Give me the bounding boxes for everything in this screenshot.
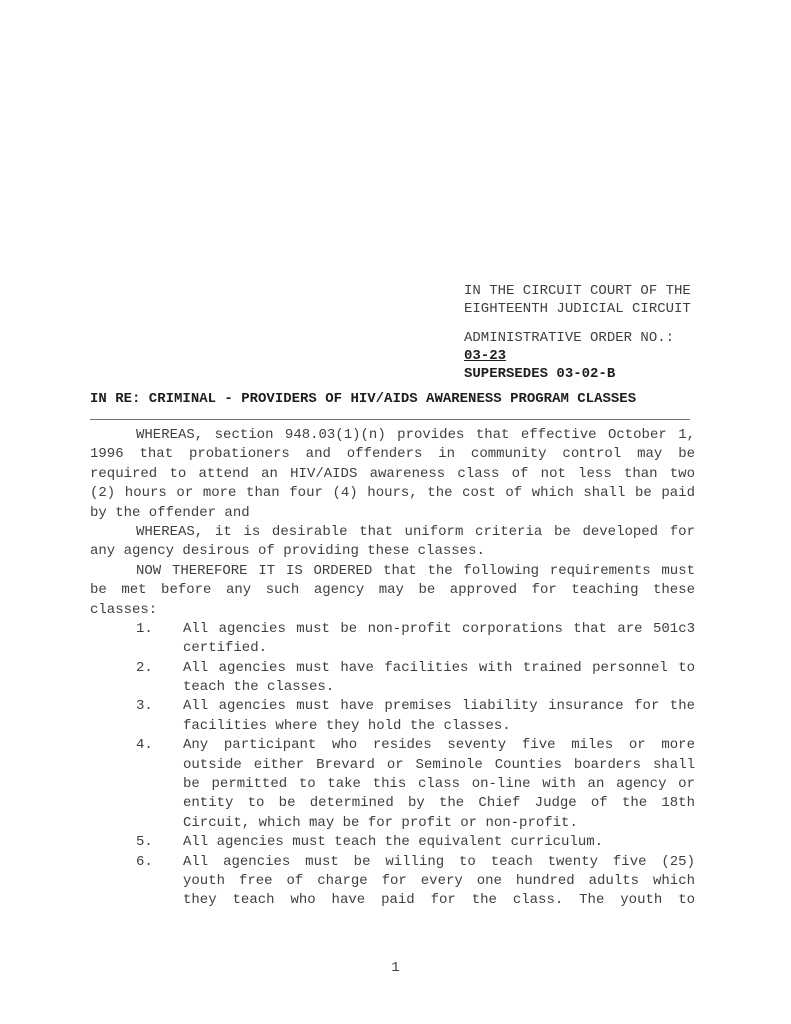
list-item-5 [90, 833, 695, 852]
list-item-number: 1. [136, 620, 153, 637]
paragraph-whereas-2 [90, 523, 695, 562]
list-item-line: youth free of charge for every one hundred adults which [183, 872, 695, 889]
list-item-3 [90, 697, 695, 736]
list-item-number: 6. [136, 853, 153, 870]
list-item-line: Any participant who resides seventy five miles or more [183, 737, 695, 754]
document-title: IN RE: CRIMINAL - PROVIDERS OF HIV/AIDS AWARENESS PROGRAM CLASSES [90, 391, 637, 407]
paragraph-line: (2) hours or more than four (4) hours, the cost of which shall be paid [90, 485, 695, 502]
order-number-label: ADMINISTRATIVE ORDER NO.: [464, 330, 675, 346]
list-item-number: 5. [136, 834, 153, 851]
paragraph-line: WHEREAS, section 948.03(1)(n) provides that effective October 1, [136, 427, 695, 443]
list-item-number: 4. [136, 737, 153, 754]
paragraph-line: 1996 that probationers and offenders in community control may be [90, 446, 695, 463]
list-item-line: All agencies must be willing to teach twenty five (25) [183, 853, 695, 870]
list-item-number: 2. [136, 659, 153, 676]
list-item-line: All agencies must have facilities with trained personnel to [183, 659, 695, 676]
court-header [464, 282, 691, 383]
list-item-4 [90, 736, 695, 833]
paragraph-line: required to attend an HIV/AIDS awareness class of not less than two [90, 465, 695, 482]
list-item-line: entity to be determined by the Chief Judge of the 18th [183, 795, 695, 812]
list-item-6 [90, 853, 695, 911]
court-name-line1: IN THE CIRCUIT COURT OF THE [464, 283, 691, 299]
paragraph-whereas-1 [90, 426, 695, 523]
list-item-line: All agencies must be non-profit corporations that are 501c3 [183, 620, 695, 637]
page-number: 1 [391, 960, 400, 976]
list-item-number: 3. [136, 698, 153, 715]
list-item-line: facilities where they hold the classes. [183, 717, 511, 734]
list-item-2 [90, 659, 695, 698]
paragraph-line: WHEREAS, it is desirable that uniform criteria be developed for [136, 523, 695, 540]
list-item-line: be permitted to take this class on-line with an agency or [183, 776, 695, 793]
paragraph-line: NOW THEREFORE IT IS ORDERED that the following requirements must [136, 562, 695, 579]
list-item-line: certified. [183, 640, 268, 657]
court-name-line2: EIGHTEENTH JUDICIAL CIRCUIT [464, 301, 691, 317]
paragraph-line: any agency desirous of providing these classes. [90, 543, 485, 560]
list-item-line: outside either Brevard or Seminole Counties boarders shall [183, 756, 695, 773]
supersedes-line: SUPERSEDES 03-02-B [464, 366, 616, 382]
paragraph-line: be met before any such agency may be approved for teaching these [90, 582, 695, 599]
list-item-line: All agencies must have premises liability insurance for the [183, 698, 695, 715]
paragraph-line: classes: [90, 601, 158, 618]
list-item-line: teach the classes. [183, 679, 335, 696]
paragraph-now-therefore [90, 562, 695, 620]
order-number-value: 03-23 [464, 348, 507, 364]
list-item-line: they teach who have paid for the class. The youth to [183, 892, 695, 909]
paragraph-line: by the offender and [90, 504, 250, 521]
document-body [90, 426, 695, 911]
list-item-1 [90, 620, 695, 659]
list-item-line: All agencies must teach the equivalent curriculum. [183, 834, 604, 851]
title-underline-rule [90, 419, 690, 420]
list-item-line: Circuit, which may be for profit or non-profit. [183, 814, 578, 831]
